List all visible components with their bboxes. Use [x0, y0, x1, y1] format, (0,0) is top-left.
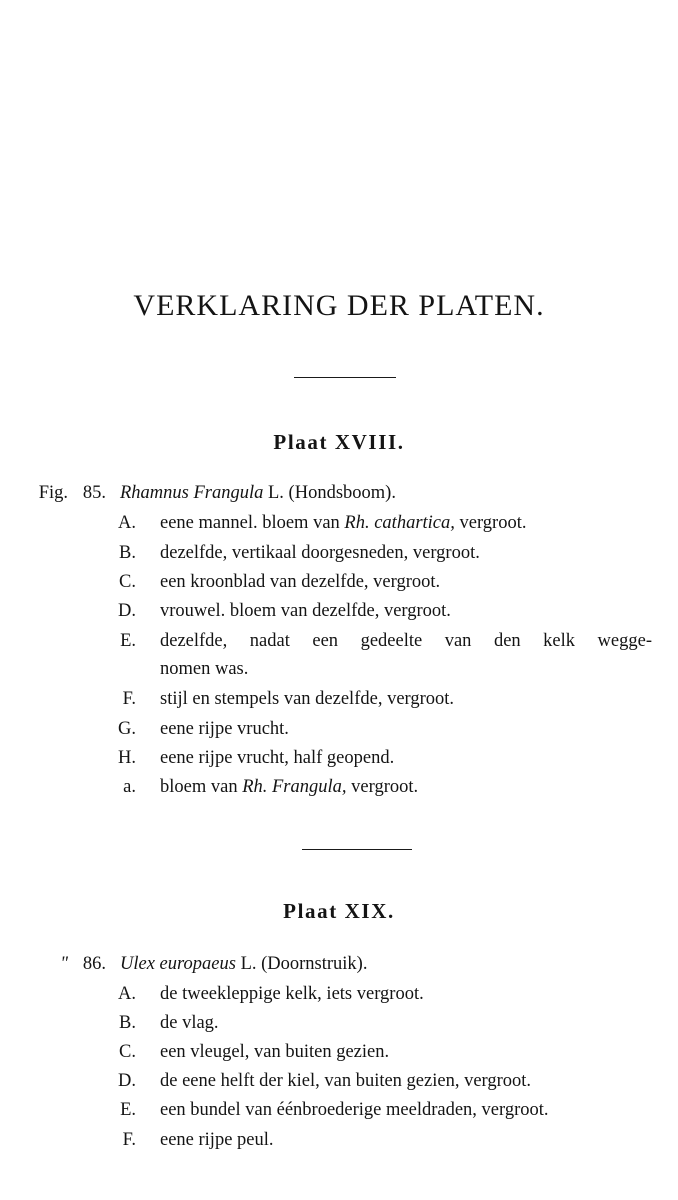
item-description: eene rijpe vrucht, half geopend. [160, 748, 395, 768]
figure-number: 85. [82, 483, 106, 503]
item-description-continued: nomen was. [160, 659, 249, 679]
item-text: vergroot. [346, 777, 419, 797]
item-letter: E. [120, 1100, 136, 1120]
item-description: de eene helft der kiel, van buiten gezien, vergroot. [160, 1071, 532, 1091]
item-letter: F. [122, 689, 136, 709]
item-italic-text: Rh. Frangula, [242, 777, 347, 797]
item-letter: H. [118, 748, 136, 768]
item-description [160, 509, 526, 537]
item-letter: F. [122, 1130, 136, 1150]
item-italic-text: Rh. cathartica, [344, 513, 455, 533]
plate-heading-xviii: Plaat XVIII. [273, 430, 405, 454]
figure-title [120, 950, 367, 978]
item-letter: A. [118, 513, 136, 533]
item-description: vrouwel. bloem van dezelfde, vergroot. [160, 601, 451, 621]
item-letter: E. [120, 631, 136, 651]
figure-number: 86. [82, 954, 106, 974]
title-divider [294, 377, 396, 378]
species-name: Ulex europaeus [120, 954, 236, 974]
item-description: een vleugel, van buiten gezien. [160, 1042, 390, 1062]
item-letter: B. [119, 1013, 136, 1033]
item-letter: A. [118, 984, 136, 1004]
author-common-name: L. (Hondsboom). [263, 483, 396, 503]
section-divider [302, 849, 412, 850]
item-text: eene mannel. bloem van [160, 513, 345, 533]
ditto-mark: " [60, 954, 68, 974]
plate-heading-xix: Plaat XIX. [283, 899, 395, 923]
page-title: VERKLARING DER PLATEN. [133, 289, 545, 322]
item-description: eene rijpe vrucht. [160, 719, 289, 739]
item-description: een bundel van éénbroederige meeldraden, vergroot. [160, 1100, 549, 1120]
item-letter: B. [119, 543, 136, 563]
item-letter: a. [123, 777, 136, 797]
item-text-line1: dezelfde, nadat een gedeelte van den kelk wegge- [160, 631, 652, 651]
species-name: Rhamnus Frangula [120, 483, 264, 503]
item-text: vergroot. [454, 513, 527, 533]
figure-prefix: Fig. [38, 483, 68, 503]
item-description [160, 627, 652, 655]
author-common-name: L. (Doornstruik). [235, 954, 368, 974]
figure-title [120, 479, 396, 507]
item-letter: C. [119, 572, 136, 592]
item-text: bloem van [160, 777, 243, 797]
item-description: de vlag. [160, 1013, 219, 1033]
item-letter: C. [119, 1042, 136, 1062]
item-letter: G. [118, 719, 136, 739]
item-description [160, 773, 418, 801]
item-letter: D. [118, 601, 136, 621]
item-description: dezelfde, vertikaal doorgesneden, vergroot. [160, 543, 480, 563]
item-description: de tweekleppige kelk, iets vergroot. [160, 984, 424, 1004]
item-description: eene rijpe peul. [160, 1130, 274, 1150]
item-description: een kroonblad van dezelfde, vergroot. [160, 572, 441, 592]
item-description: stijl en stempels van dezelfde, vergroot. [160, 689, 455, 709]
item-letter: D. [118, 1071, 136, 1091]
